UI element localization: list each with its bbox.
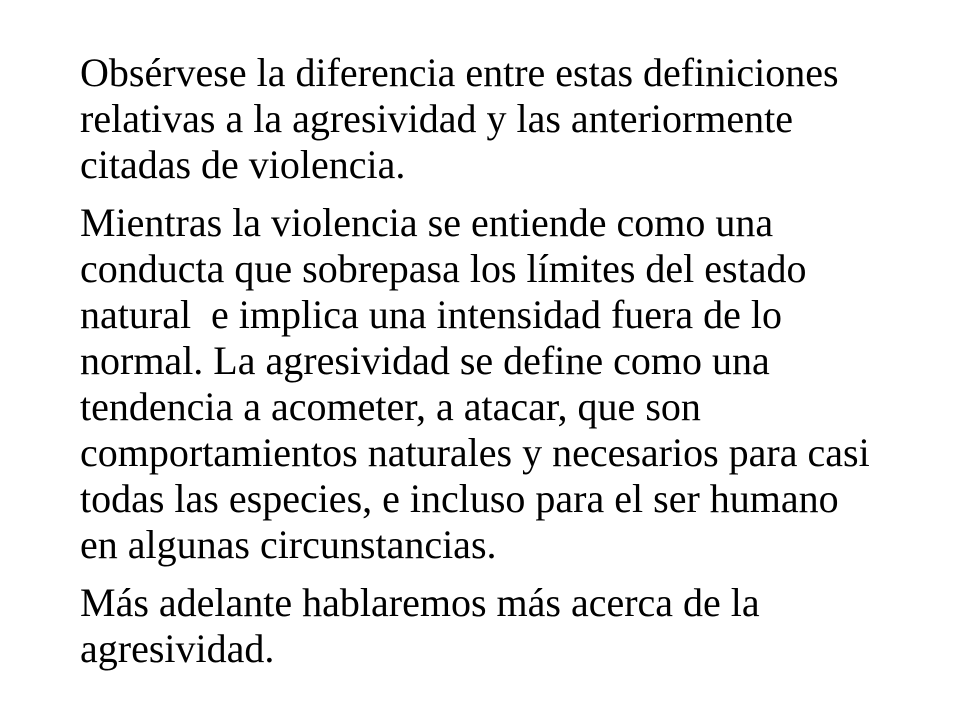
slide-body xyxy=(80,50,880,684)
paragraph-2: Mientras la violencia se entiende como una conducta que sobrepasa los límites del estado natural e implica una intensidad fuera de lo normal. La agresividad se define como una tendencia a acometer, a atacar, que son comportamientos naturales y necesarios para casi todas las especies, e incluso para el ser humano en algunas circunstancias. xyxy=(80,200,880,567)
paragraph-1: Obsérvese la diferencia entre estas definiciones relativas a la agresividad y las anteriormente citadas de violencia. xyxy=(80,50,849,187)
paragraph-3: Más adelante hablaremos más acerca de la agresividad. xyxy=(80,580,770,671)
